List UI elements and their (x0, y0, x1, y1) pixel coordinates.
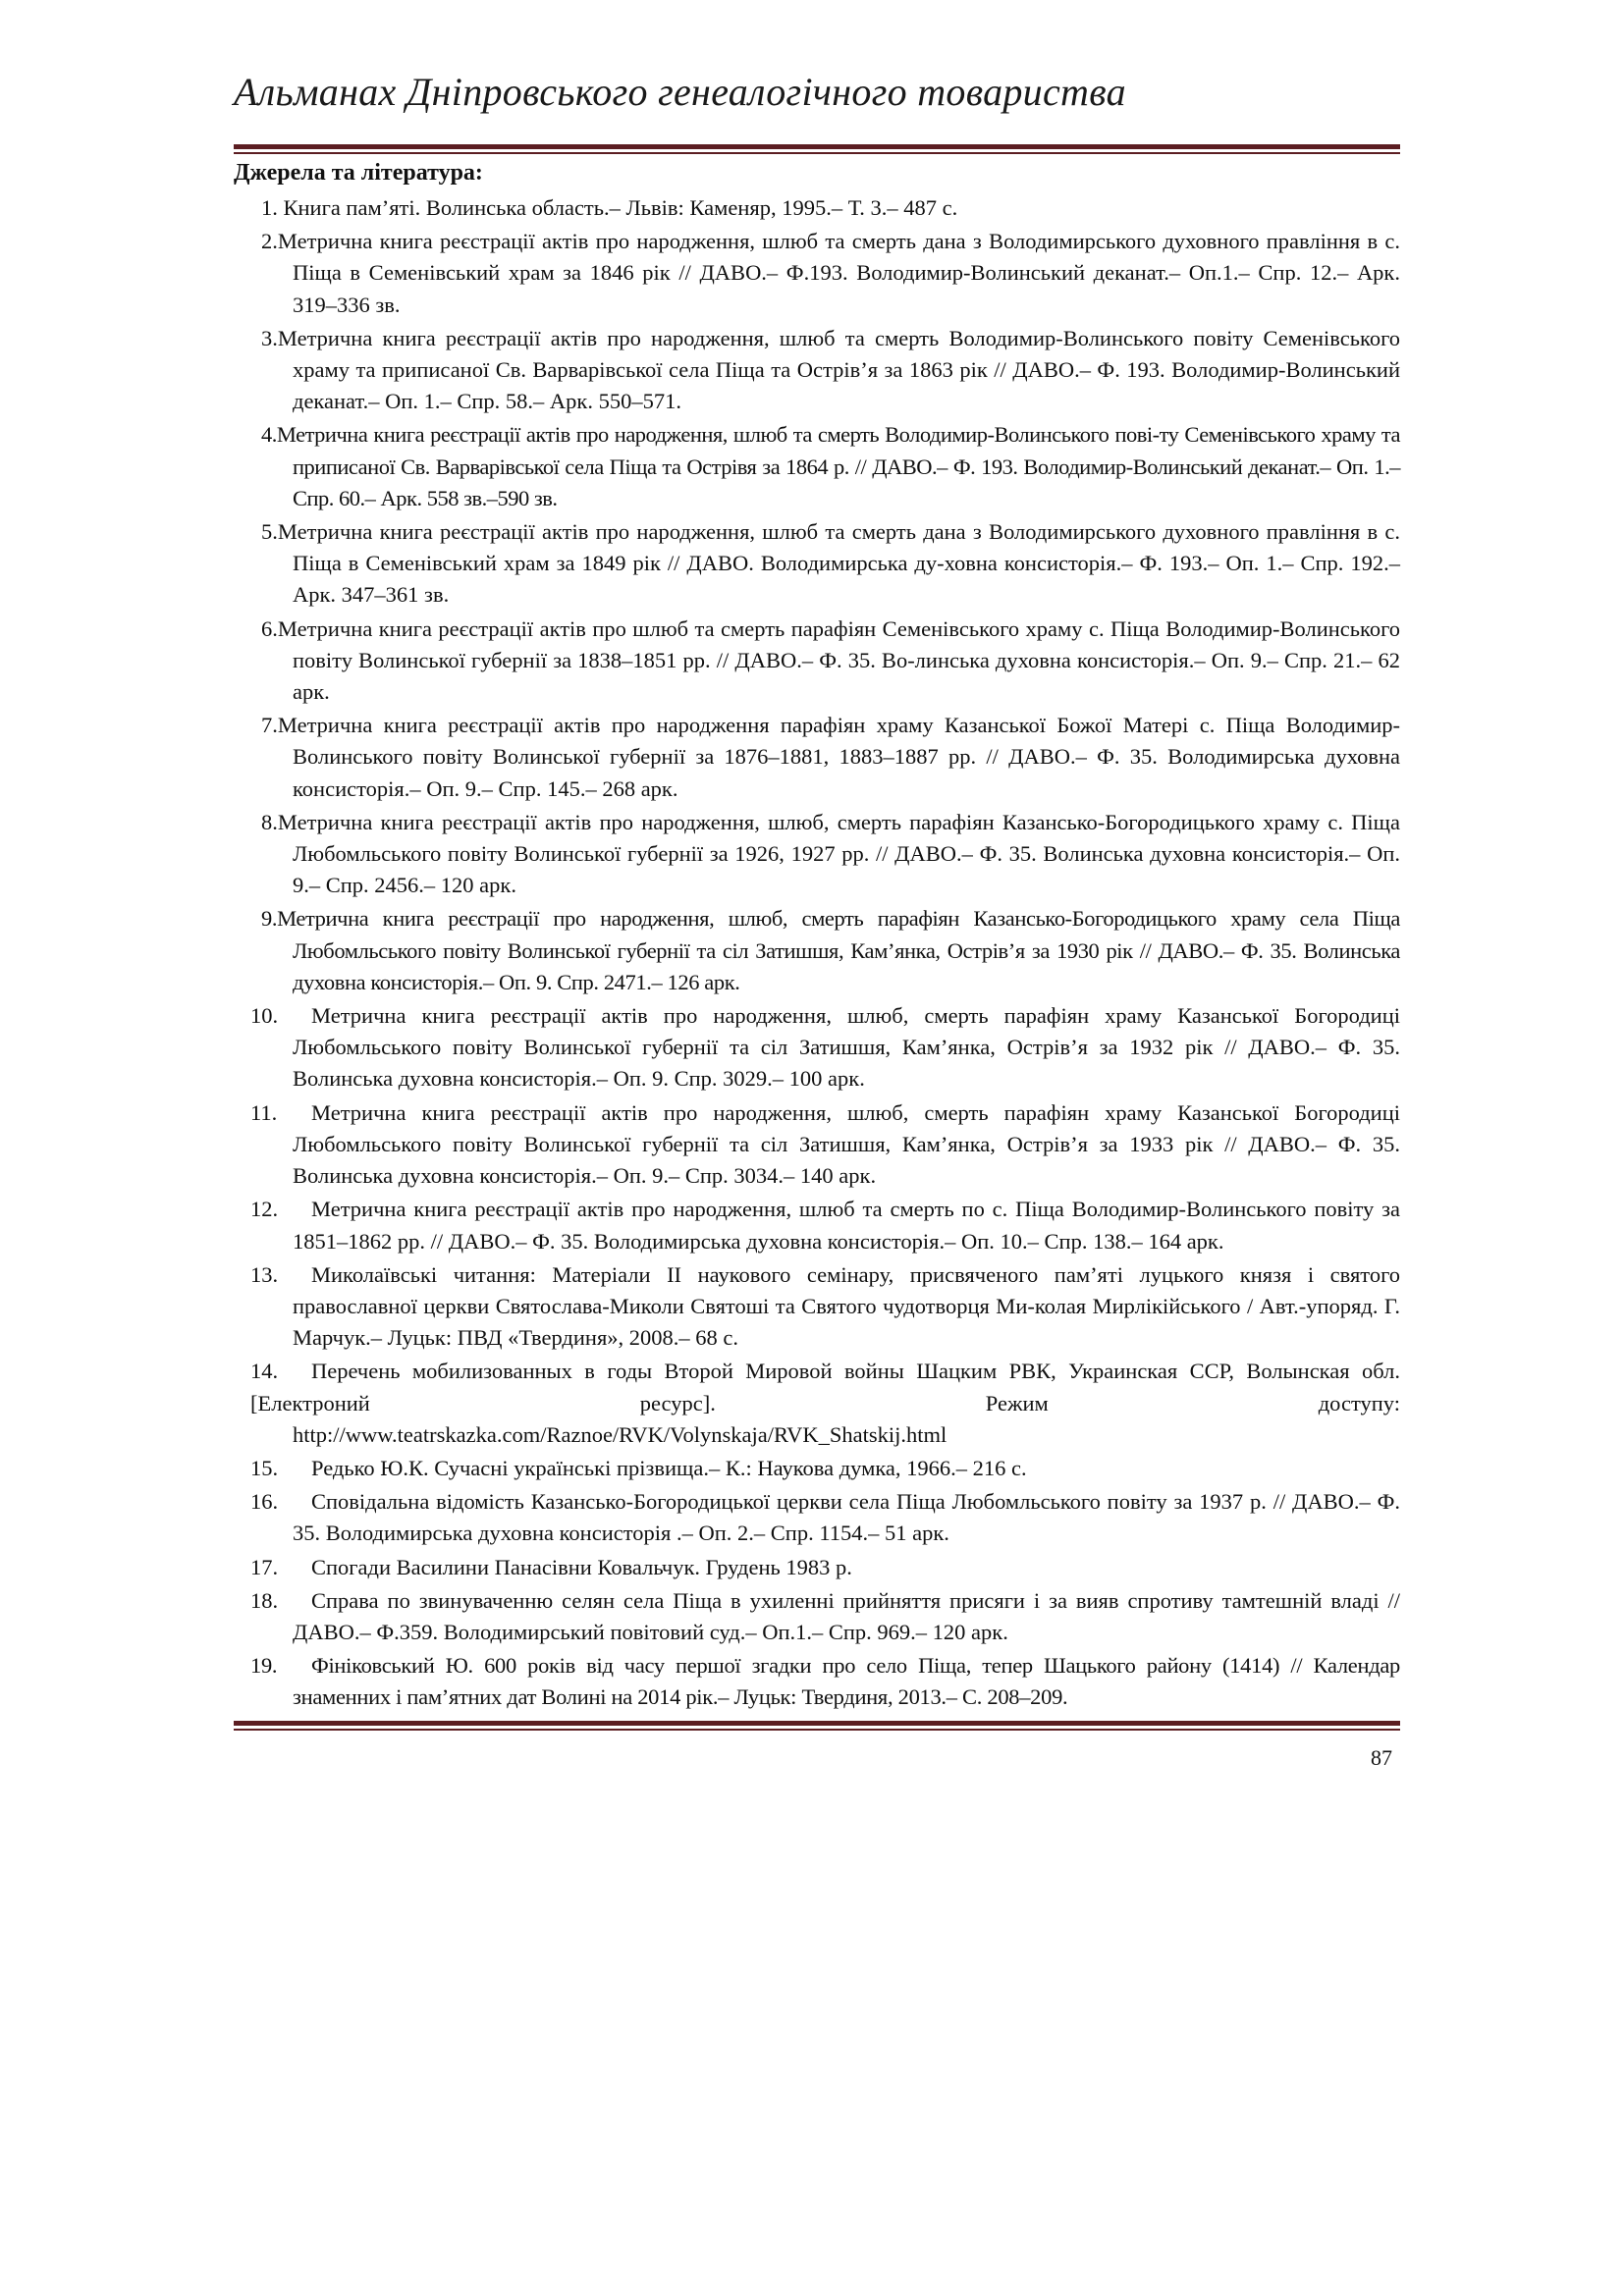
reference-number: 5. (261, 519, 278, 545)
reference-url[interactable]: http://www.teatrskazka.com/Raznoe/RVK/Volynskaja/RVK_Shatskij.html (293, 1421, 947, 1447)
reference-number: 12. (250, 1197, 279, 1222)
reference-number: 14. (250, 1359, 279, 1384)
reference-text: Метрична книга реєстрації актів про народження парафіян храму Казанської Божої Матері с. Піща Володимир-Волинського повіту Волинської губернії за 1876–1881, 1883–1887 рр. // ДАВО.– Ф. 35. Володимирська духовна консисторія.– Оп. 9.– Спр. 145.– 268 арк. (277, 713, 1400, 801)
reference-number: 6. (261, 615, 278, 641)
reference-number: 19. (250, 1653, 278, 1679)
reference-text: Метрична книга реєстрації актів про народження, шлюб та смерть дана з Володимирського духовного правління в с. Піща в Семенівський храм за 1846 рік // ДАВО.– Ф.193. Володимир-Волинський деканат.– Оп.1.– Спр. 12.– Арк. 319–336 зв. (277, 229, 1400, 317)
reference-text: Метрична книга реєстрації про народження, шлюб, смерть парафіян Казансько-Богородицького храму села Піща Любомльського повіту Волинської губернії та сіл Затишшя, Кам’янка, Острів’я за 1930 рік // ДАВО.– Ф. 35. Волинська духовна консисторія.– Оп. 9. Спр. 2471.– 126 арк. (277, 906, 1400, 994)
references-list (234, 192, 1400, 1716)
reference-item (234, 1453, 1400, 1484)
sources-heading: Джерела та література: (234, 160, 483, 186)
reference-number: 4. (261, 422, 277, 448)
reference-text: Фініковський Ю. 600 років від часу першої згадки про село Піща, тепер Шацького району (1414) // Календар знаменних і пам’ятних дат Волині на 2014 рік.– Луцьк: Твердиня, 2013.– С. 208–209. (293, 1653, 1400, 1710)
reference-text: Метрична книга реєстрації актів про народження, шлюб та смерть Володимир-Волинського повіту Семенівського храму та приписаної Св. Варварівської села Піща та Острів’я за 1863 рік // ДАВО.– Ф. 193. Володимир-Волинський деканат.– Оп. 1.– Спр. 58.– Арк. 550–571. (277, 325, 1400, 414)
reference-item (234, 710, 1400, 805)
reference-item (234, 903, 1400, 998)
reference-item (234, 807, 1400, 902)
reference-item (234, 1552, 1400, 1583)
reference-item (234, 1259, 1400, 1355)
reference-item (234, 192, 1400, 224)
reference-number: 15. (250, 1455, 279, 1480)
reference-item (234, 226, 1400, 321)
reference-number: 11. (250, 1099, 278, 1125)
reference-text: Редько Ю.К. Сучасні українські прізвища.– К.: Наукова думка, 1966.– 216 с. (311, 1455, 1027, 1480)
footer-rule-thick (234, 1721, 1400, 1726)
reference-item (234, 516, 1400, 612)
reference-item (234, 1356, 1400, 1451)
reference-item (234, 419, 1400, 514)
reference-number: 10. (250, 1003, 279, 1029)
running-header-title: Альманах Дніпровського генеалогічного товариства (234, 70, 1126, 114)
reference-item (234, 1194, 1400, 1256)
header-rule-thick (234, 144, 1400, 149)
reference-number: 9. (261, 906, 278, 932)
reference-text: Спогади Василини Панасівни Ковальчук. Грудень 1983 р. (311, 1554, 852, 1579)
reference-number: 2. (261, 229, 278, 254)
reference-item (234, 1650, 1400, 1713)
reference-text: Метрична книга реєстрації актів про народження, шлюб та смерть Володимир-Волинського пові-ту Семенівського храму та приписаної Св. Варварівської села Піща та Острівя за 1864 р. // ДАВО.– Ф. 193. Володимир-Волинський деканат.– Оп. 1.– Спр. 60.– Арк. 558 зв.–590 зв. (276, 422, 1400, 510)
reference-text: Метрична книга реєстрації актів про народження, шлюб, смерть парафіян храму Казанської Богородиці Любомльського повіту Волинської губернії та сіл Затишшя, Кам’янка, Острів’я за 1932 рік // ДАВО.– Ф. 35. Волинська духовна консисторія.– Оп. 9. Спр. 3029.– 100 арк. (293, 1003, 1400, 1092)
reference-number: 7. (261, 713, 278, 738)
reference-text: Метрична книга реєстрації актів про народження, шлюб, смерть парафіян храму Казанської Богородиці Любомльського повіту Волинської губернії та сіл Затишшя, Кам’янка, Острів’я за 1933 рік // ДАВО.– Ф. 35. Волинська духовна консисторія.– Оп. 9.– Спр. 3034.– 140 арк. (293, 1099, 1400, 1189)
reference-number: 16. (250, 1489, 279, 1515)
page-number: 87 (1371, 1745, 1392, 1770)
footer-rule-thin (234, 1729, 1400, 1731)
reference-number: 8. (261, 809, 278, 834)
reference-item (234, 1097, 1400, 1193)
reference-number: 18. (250, 1587, 279, 1613)
reference-text: Миколаївські читання: Матеріали ІІ наукового семінару, присвяченого пам’яті луцького князя і святого православної церкви Святослава-Миколи Святоші та Святого чудотворця Ми-колая Мирлікійського / Авт.-упоряд. Г. Марчук.– Луцьк: ПВД «Твердиня», 2008.– 68 с. (293, 1261, 1400, 1351)
reference-item (234, 614, 1400, 709)
reference-text: Перечень мобилизованных в годы Второй Мировой войны Шацким РВК, Украинская ССР, Волынская обл. [Електроний ресурс]. Режим доступу: (250, 1359, 1400, 1415)
reference-item (234, 323, 1400, 418)
header-rule-thin (234, 152, 1400, 154)
reference-text: Метрична книга реєстрації актів про народження, шлюб та смерть дана з Володимирського духовного правління в с. Піща в Семенівський храм за 1849 рік // ДАВО. Володимирська ду-ховна консисторія.– Ф. 193.– Оп. 1.– Спр. 192.– Арк. 347–361 зв. (277, 519, 1400, 608)
reference-text: Метрична книга реєстрації актів про народження, шлюб, смерть парафіян Казансько-Богородицького храму с. Піща Любомльського повіту Волинської губернії за 1926, 1927 рр. // ДАВО.– Ф. 35. Волинська духовна консисторія.– Оп. 9.– Спр. 2456.– 120 арк. (277, 809, 1400, 898)
reference-text: Метрична книга реєстрації актів про народження, шлюб та смерть по с. Піща Володимир-Волинського повіту за 1851–1862 рр. // ДАВО.– Ф. 35. Володимирська духовна консисторія.– Оп. 10.– Спр. 138.– 164 арк. (293, 1197, 1400, 1254)
reference-text: Метрична книга реєстрації актів про шлюб та смерть парафіян Семенівського храму с. Піща Володимир-Волинського повіту Волинської губернії за 1838–1851 рр. // ДАВО.– Ф. 35. Во-линська духовна консисторія.– Оп. 9.– Спр. 21.– 62 арк. (277, 615, 1400, 705)
reference-number: 1. (261, 195, 278, 220)
reference-number: 3. (261, 325, 278, 350)
reference-number: 13. (250, 1261, 279, 1287)
reference-item (234, 1000, 1400, 1095)
reference-item (234, 1585, 1400, 1648)
reference-text: Справа по звинуваченню селян села Піща в ухиленні прийняття присяги і за вияв спротиву тамтешній владі // ДАВО.– Ф.359. Володимирський повітовий суд.– Оп.1.– Спр. 969.– 120 арк. (293, 1587, 1400, 1644)
reference-item (234, 1486, 1400, 1549)
reference-text: Книга пам’яті. Волинська область.– Львів: Каменяр, 1995.– Т. 3.– 487 с. (283, 195, 958, 220)
reference-text: Сповідальна відомість Казансько-Богородицької церкви села Піща Любомльського повіту за 1937 р. // ДАВО.– Ф. 35. Володимирська духовна консисторія .– Оп. 2.– Спр. 1154.– 51 арк. (293, 1489, 1400, 1546)
reference-number: 17. (250, 1554, 279, 1579)
